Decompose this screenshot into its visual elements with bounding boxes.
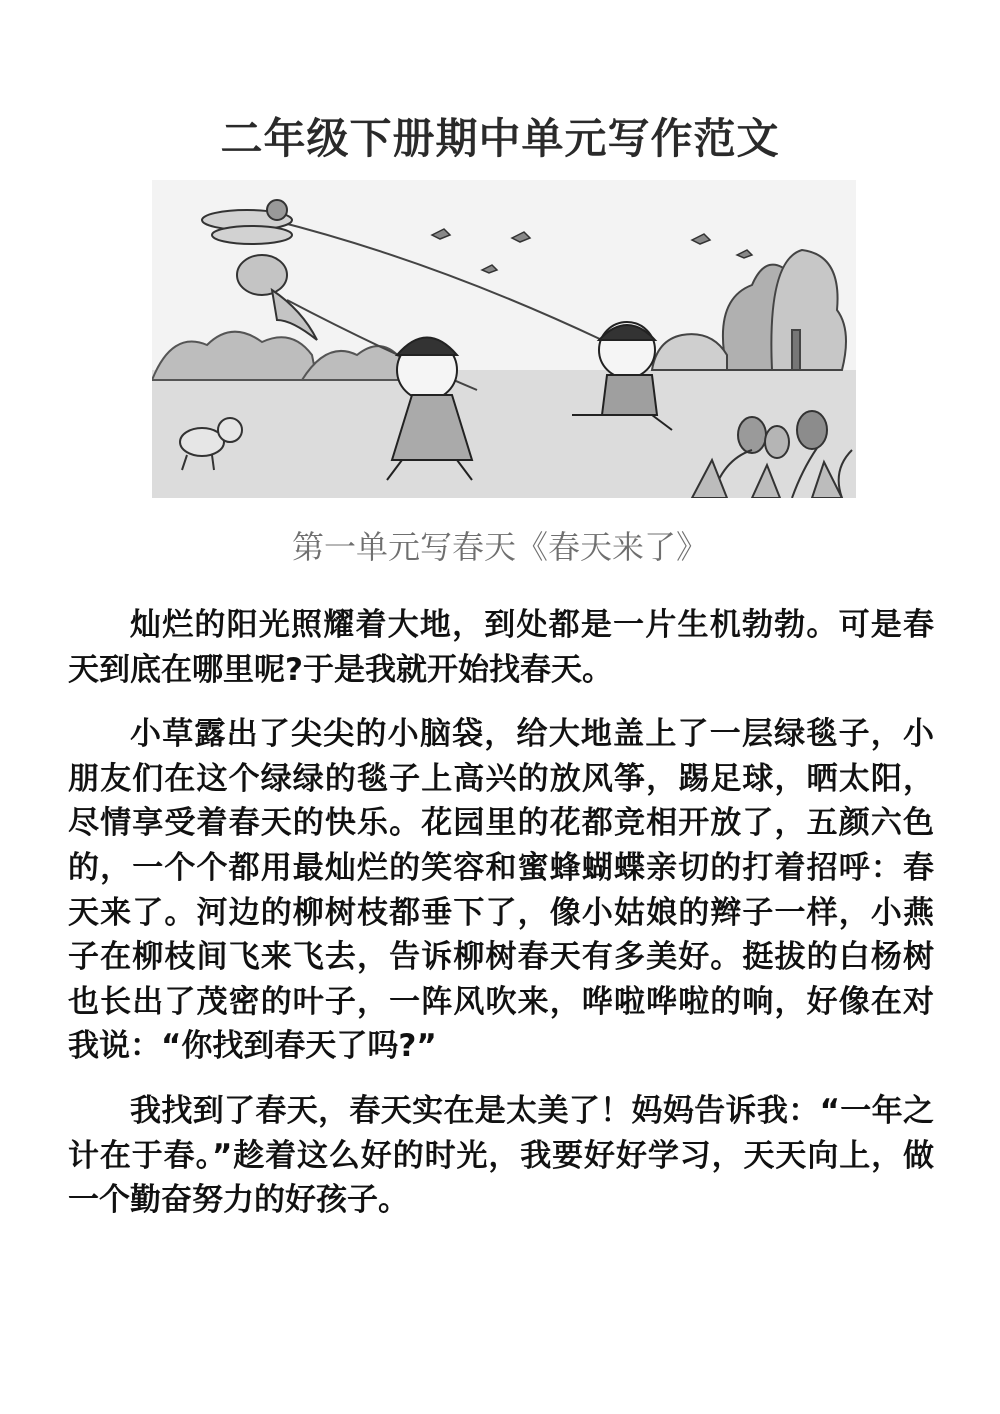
page-title: 二年级下册期中单元写作范文: [220, 114, 780, 164]
image-caption: 第一单元写春天《春天来了》: [291, 528, 708, 566]
spring-kite-illustration: [152, 180, 856, 498]
illustration-canvas: [152, 180, 856, 498]
paragraph-2: 小草露出了尖尖的小脑袋，给大地盖上了一层绿毯子，小朋友们在这个绿绿的毯子上高兴的放风筝，踢足球，晒太阳，尽情享受着春天的快乐。花园里的花都竞相开放了，五颜六色的，一个个都用最灿烂的笑容和蜜蜂蝴蝶亲切的打着招呼：春天来了。河边的柳树枝都垂下了，像小姑娘的辫子一样，小燕子在柳枝间飞来飞去，告诉柳树春天有多美好。挺拔的白杨树也长出了茂密的叶子，一阵风吹来，哗啦哗啦的响，好像在对我说：“你找到春天了吗?”: [68, 716, 934, 1065]
paragraph-1: 灿烂的阳光照耀着大地，到处都是一片生机勃勃。可是春天到底在哪里呢?于是我就开始找春天。: [68, 607, 934, 688]
essay-body: [68, 603, 934, 1223]
paragraph-3: 我找到了春天，春天实在是太美了！妈妈告诉我：“一年之计在于春。”趁着这么好的时光，我要好好学习，天天向上，做一个勤奋努力的好孩子。: [68, 1092, 934, 1219]
